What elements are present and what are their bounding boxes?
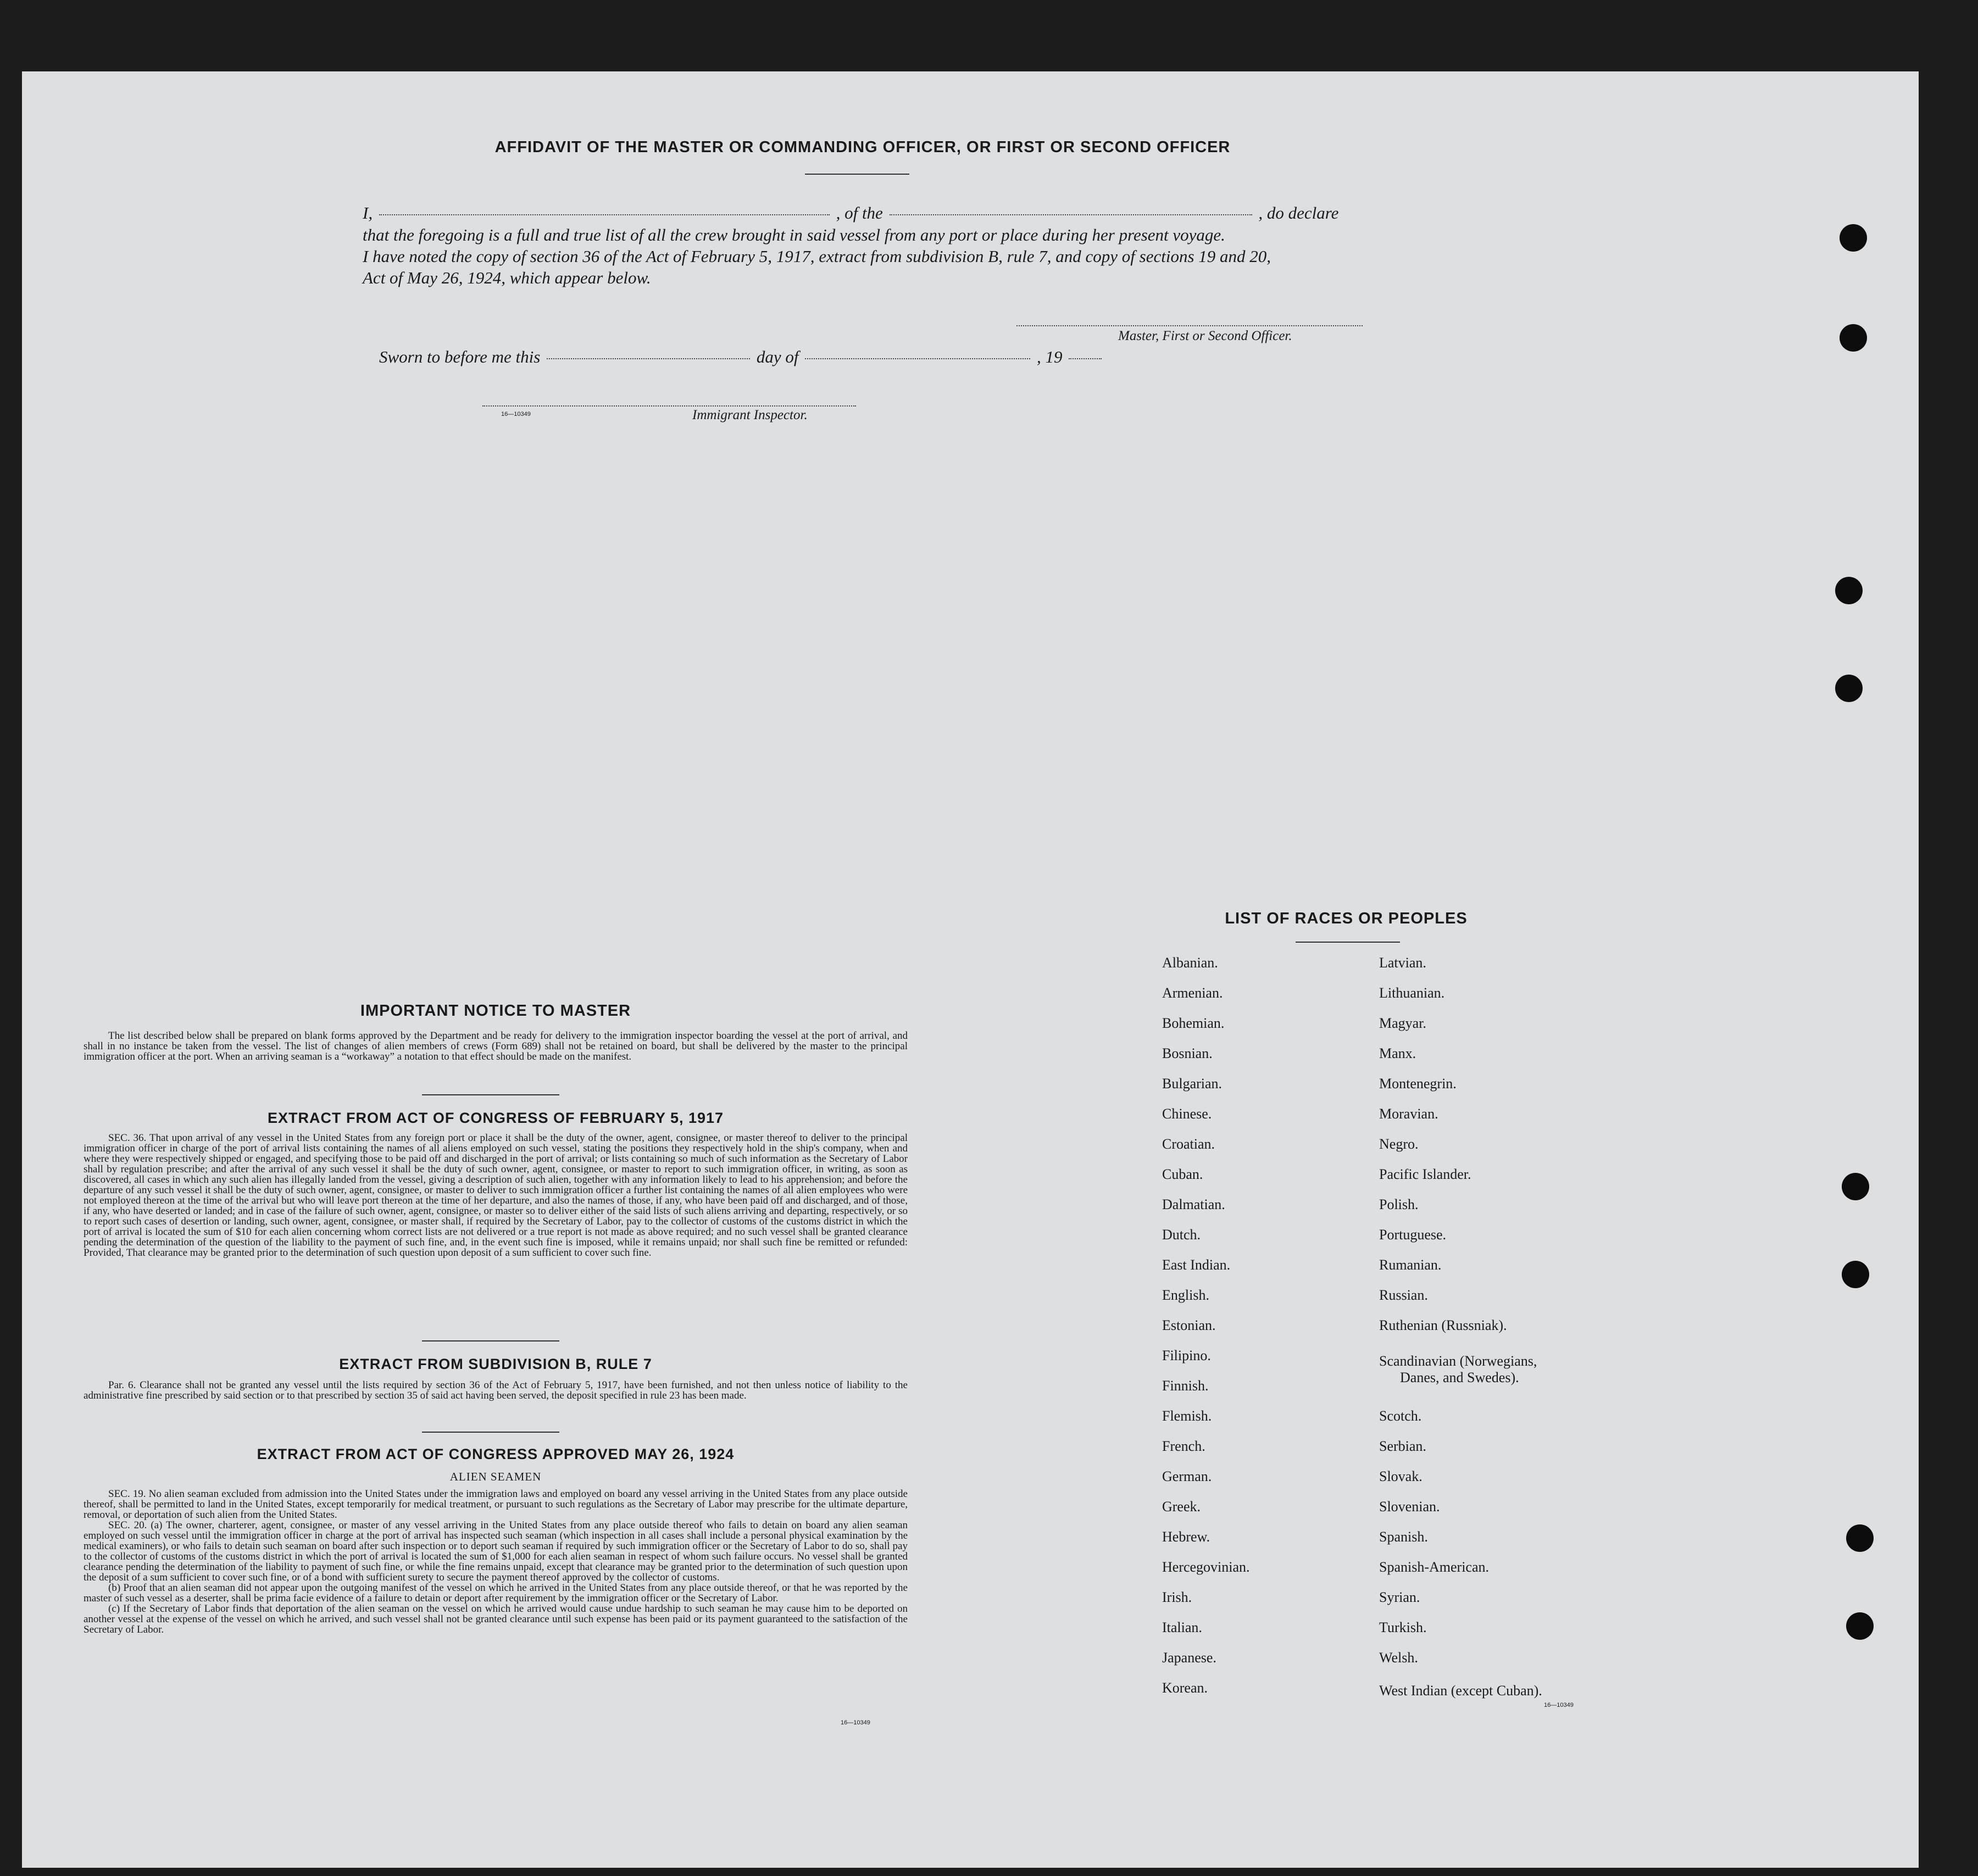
- race-right: Spanish.: [1379, 1529, 1428, 1545]
- race-right: Polish.: [1379, 1196, 1419, 1212]
- extract-1917-body: [84, 1133, 908, 1258]
- race-right: Slovenian.: [1379, 1499, 1440, 1515]
- punch-hole: [1835, 577, 1863, 604]
- punch-hole: [1840, 324, 1867, 352]
- form-sheet: [22, 71, 1919, 1868]
- title-divider: [805, 174, 909, 175]
- notice-divider: [422, 1094, 559, 1095]
- sworn-prefix: Sworn to before me this: [379, 347, 541, 366]
- affidavit-declaration-line: [363, 203, 1338, 223]
- declarant-name-field[interactable]: [379, 214, 830, 215]
- notice-title: IMPORTANT NOTICE TO MASTER: [360, 1002, 631, 1020]
- race-left: Finnish.: [1162, 1378, 1209, 1394]
- race-left: Japanese.: [1162, 1650, 1216, 1666]
- race-right: Portuguese.: [1379, 1227, 1447, 1243]
- race-left: Hercegovinian.: [1162, 1559, 1250, 1575]
- race-right: Ruthenian (Russniak).: [1379, 1317, 1507, 1333]
- race-left: Filipino.: [1162, 1348, 1211, 1363]
- race-left: Korean.: [1162, 1680, 1208, 1696]
- races-title: LIST OF RACES OR PEOPLES: [1225, 910, 1468, 927]
- affidavit-line-2: that the foregoing is a full and true list of all the crew brought in said vessel from any port or place during her present voyage.: [363, 225, 1225, 244]
- race-right: Scotch.: [1379, 1408, 1422, 1424]
- race-left: Bosnian.: [1162, 1045, 1213, 1061]
- race-right: Pacific Islander.: [1379, 1166, 1471, 1182]
- extract-form-code: 16—10349: [841, 1719, 870, 1726]
- race-left: Armenian.: [1162, 985, 1223, 1001]
- rule7-divider: [422, 1432, 559, 1433]
- race-left: Hebrew.: [1162, 1529, 1210, 1545]
- races-form-code: 16—10349: [1544, 1702, 1574, 1708]
- race-right: Manx.: [1379, 1045, 1416, 1061]
- inspector-signature-line[interactable]: [482, 405, 856, 407]
- extract-1924-title: EXTRACT FROM ACT OF CONGRESS APPROVED MAY 26, 1924: [257, 1446, 735, 1462]
- race-left: Greek.: [1162, 1499, 1201, 1515]
- sec-20b-text: (b) Proof that an alien seaman did not appear upon the outgoing manifest of the vessel on which he arrived in the United States from any place outside thereof, or that he was reported by the master of such vessel as a deserter, shall be prima facie evidence of a failure to detain or deport after requirement by the immigration officer or the Secretary of Labor.: [84, 1582, 908, 1604]
- affidavit-form-code: 16—10349: [501, 411, 531, 417]
- race-left: Albanian.: [1162, 955, 1218, 971]
- year-prefix: , 19: [1036, 347, 1063, 366]
- punch-hole: [1846, 1524, 1874, 1552]
- vessel-name-field[interactable]: [890, 214, 1252, 215]
- master-signature-label: Master, First or Second Officer.: [1118, 329, 1292, 343]
- punch-hole: [1842, 1261, 1869, 1288]
- race-right: Magyar.: [1379, 1015, 1426, 1031]
- extract-1917-divider: [422, 1340, 559, 1341]
- affidavit-line-4: Act of May 26, 1924, which appear below.: [363, 268, 651, 287]
- sworn-line: [379, 347, 1104, 367]
- race-right: Danes, and Swedes).: [1400, 1370, 1519, 1385]
- inspector-signature-label: Immigrant Inspector.: [692, 408, 808, 422]
- extract-1917-title: EXTRACT FROM ACT OF CONGRESS OF FEBRUARY 5, 1917: [267, 1110, 724, 1126]
- punch-hole: [1840, 224, 1867, 252]
- race-left: English.: [1162, 1287, 1209, 1303]
- race-right: Russian.: [1379, 1287, 1428, 1303]
- punch-hole: [1835, 675, 1863, 702]
- race-right: Serbian.: [1379, 1438, 1426, 1454]
- punch-hole: [1846, 1612, 1874, 1640]
- extract-1924-body: [84, 1489, 908, 1635]
- race-right: Scandinavian (Norwegians,: [1379, 1353, 1537, 1369]
- race-left: Bulgarian.: [1162, 1076, 1223, 1092]
- sec-20a-text: SEC. 20. (a) The owner, charterer, agent, consignee, or master of any vessel arriving in the United States from any place outside thereof who fails to detain on board any alien seaman employed on such vessel until the immigration officer in charge at the port of arrival has inspected such seaman (which inspection in all cases shall include a personal physical examination by the medical examiners), or who fails to detain such seaman on board after such inspection or to deport such seaman if required by such immigration officer or the Secretary of Labor to do so, shall pay to the collector of customs of the customs district in which the port of arrival is located the sum of $1,000 for each alien seaman in respect of whom such failure occurs. No vessel shall be granted clearance pending the determination of the liability to payment of such fine, or while the fine remains unpaid, except that clearance may be granted prior to the determination of such question upon the deposit of a sum sufficient to cover such fine, or of a bond with sufficient surety to secure the payment thereof approved by the collector of customs.: [84, 1519, 908, 1583]
- races-divider: [1296, 942, 1400, 943]
- punch-hole: [1842, 1173, 1869, 1200]
- notice-text: The list described below shall be prepared on blank forms approved by the Department and be ready for delivery to the immigration inspector boarding the vessel at the port of arrival, and shall in no instance be taken from the vessel. The list of changes of alien members of crews (Form 689) shall not be retained on board, but shall be delivered by the master to the principal immigration officer at the port. When an arriving seaman is a “workaway” a notation to that effect should be made on the manifest.: [84, 1030, 908, 1062]
- extract-1924-subtitle: ALIEN SEAMEN: [449, 1470, 542, 1483]
- master-signature-line[interactable]: [1016, 325, 1363, 326]
- sec-20c-text: (c) If the Secretary of Labor finds that deportation of the alien seaman on the vessel on which he arrived would cause undue hardship to such seaman he may cause him to be deported on another vessel at the expense of the vessel on which he arrived, and such vessel shall not be granted clearance until such expense has been paid or its payment guaranteed to the satisfaction of the Secretary of Labor.: [84, 1603, 908, 1635]
- race-left: German.: [1162, 1468, 1212, 1484]
- race-left: Cuban.: [1162, 1166, 1203, 1182]
- race-left: East Indian.: [1162, 1257, 1231, 1273]
- rule7-body: [84, 1380, 908, 1401]
- notice-body: [84, 1031, 908, 1062]
- race-right: Welsh.: [1379, 1650, 1418, 1666]
- vessel-prefix: , of the: [836, 203, 883, 222]
- declare-suffix: , do declare: [1258, 203, 1339, 222]
- race-left: Irish.: [1162, 1589, 1192, 1605]
- race-left: Bohemian.: [1162, 1015, 1225, 1031]
- race-right: Moravian.: [1379, 1106, 1438, 1122]
- race-left: Chinese.: [1162, 1106, 1212, 1122]
- race-right: Syrian.: [1379, 1589, 1420, 1605]
- race-left: Flemish.: [1162, 1408, 1212, 1424]
- sworn-year-field[interactable]: [1069, 358, 1102, 359]
- sec-19-text: SEC. 19. No alien seaman excluded from admission into the United States under the immigration laws and employed on board any vessel arriving in the United States from any place outside thereof, shall be permitted to land in the United States, except temporarily for medical treatment, or pursuant to such regulations as the Secretary of Labor may prescribe for the ultimate departure, removal, or deportation of such alien from the United States.: [84, 1488, 908, 1521]
- extract-1917-text: SEC. 36. That upon arrival of any vessel in the United States from any foreign port or place it shall be the duty of the owner, agent, consignee, or master thereof to deliver to the principal immigration officer in charge of the port of arrival lists containing the names of all aliens employed on such vessel, stating the positions they respectively hold in the ship's company, when and where they were respectively shipped or engaged, and specifying those to be paid off and discharged in the port of arrival; or lists containing so much of such information as the Secretary of Labor shall by regulation prescribe; and after the arrival of any such vessel it shall be the duty of such owner, agent, consignee, or master to report to such immigration officer, in writing, as soon as discovered, all cases in which any such alien has illegally landed from the vessel, giving a description of such alien, together with any information likely to lead to his apprehension; and before the departure of any such vessel it shall be the duty of such owner, agent, consignee, or master to deliver to such immigration officer a further list containing the names of all alien employees who were not employed thereon at the time of the arrival but who will leave port thereon at the time of her departure, and also the names of those, if any, who have been paid off and discharged, and of those, if any, who have deserted or landed; and in case of the failure of such owner, agent, consignee, or master so to deliver either of the said lists of such aliens arriving and departing, respectively, or so to report such cases of desertion or landing, such owner, agent, consignee, or master shall, if required by the Secretary of Labor, pay to the collector of customs of the customs district in which the port of arrival is located the sum of $10 for each alien concerning whom correct lists are not delivered or a true report is not made as above required; and no such vessel shall be granted clearance pending the determination of the question of the liability to the payment of such fine, and, in the event such fine is imposed, while it remains unpaid; nor shall such fine be remitted or refunded: Provided, That clearance may be granted prior to the determination of such question upon deposit of a sum sufficient to cover such fine.: [84, 1132, 908, 1259]
- race-right: Montenegrin.: [1379, 1076, 1457, 1092]
- day-of-label: day of: [756, 347, 799, 366]
- race-right: West Indian (except Cuban).: [1379, 1683, 1542, 1699]
- declarant-prefix: I,: [363, 203, 373, 222]
- race-left: Dutch.: [1162, 1227, 1201, 1243]
- race-right: Turkish.: [1379, 1619, 1427, 1635]
- affidavit-line-3: I have noted the copy of section 36 of the Act of February 5, 1917, extract from subdivision B, rule 7, and copy of sections 19 and 20,: [363, 247, 1271, 266]
- race-left: Estonian.: [1162, 1317, 1216, 1333]
- race-right: Rumanian.: [1379, 1257, 1442, 1273]
- race-left: Italian.: [1162, 1619, 1202, 1635]
- sworn-month-field[interactable]: [805, 358, 1030, 359]
- rule7-text: Par. 6. Clearance shall not be granted any vessel until the lists required by section 36 of the Act of February 5, 1917, have been furnished, and not then unless notice of liability to the administrative fine prescribed by said section or to that prescribed by section 35 of said act having been served, the deposit specified in rule 23 has been made.: [84, 1379, 908, 1401]
- race-right: Negro.: [1379, 1136, 1419, 1152]
- race-right: Latvian.: [1379, 955, 1426, 971]
- race-left: Dalmatian.: [1162, 1196, 1225, 1212]
- rule7-title: EXTRACT FROM SUBDIVISION B, RULE 7: [339, 1356, 652, 1372]
- sworn-day-field[interactable]: [547, 358, 750, 359]
- race-left: French.: [1162, 1438, 1205, 1454]
- race-right: Slovak.: [1379, 1468, 1423, 1484]
- affidavit-title: AFFIDAVIT OF THE MASTER OR COMMANDING OFFICER, OR FIRST OR SECOND OFFICER: [494, 138, 1231, 156]
- race-left: Croatian.: [1162, 1136, 1215, 1152]
- race-right: Lithuanian.: [1379, 985, 1445, 1001]
- race-right: Spanish-American.: [1379, 1559, 1490, 1575]
